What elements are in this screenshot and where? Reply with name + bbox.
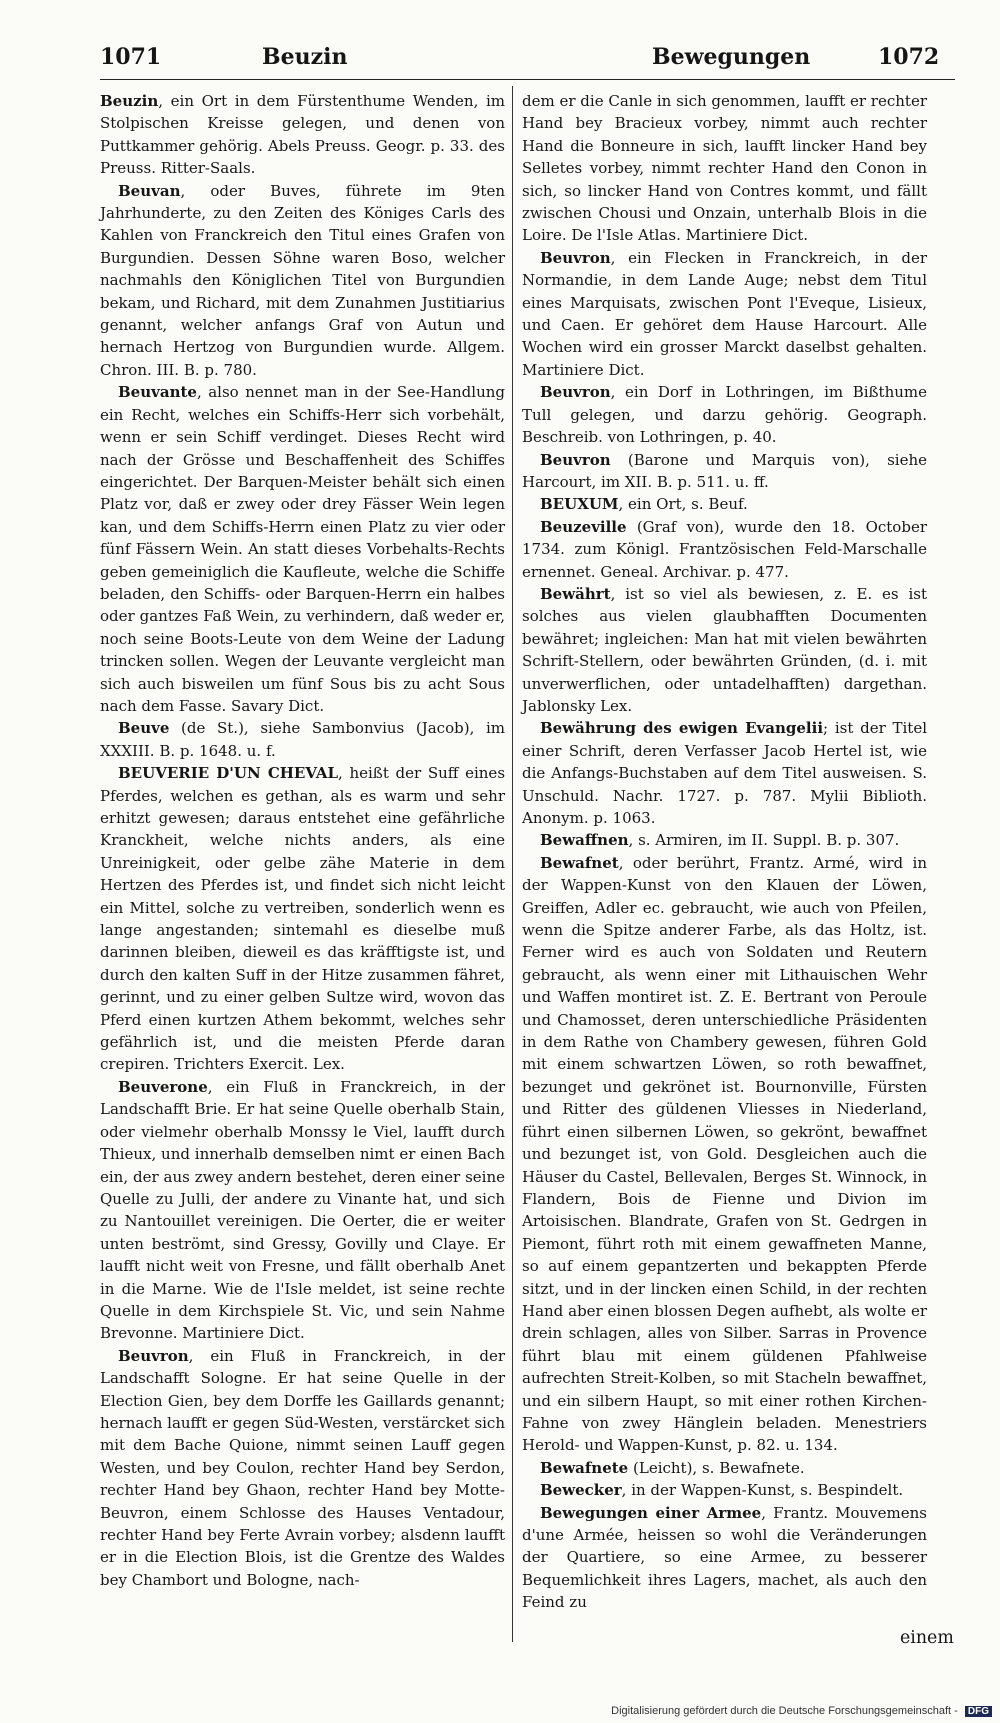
dictionary-entry: [522, 829, 927, 851]
entry-headword: Bewegungen einer Armee: [540, 1503, 762, 1522]
right-column: [522, 90, 927, 1614]
entry-text: dem er die Canle in sich genommen, laufft er rechter Hand bey Bracieux vorbey, nimmt auch rechter Hand die Bonneure in sich, laufft lincker Hand bey Selletes vorbey, nimmt rechter Hand den Conon in sich, so lincker Hand von Contres kommt, und fällt zwischen Chousi und Onzain, unterhalb Blois in die Loire. De l'Isle Atlas. Martiniere Dict.: [522, 92, 927, 245]
dictionary-entry: [100, 762, 505, 1076]
entry-headword: Bewährung des ewigen Evangelii: [540, 719, 824, 738]
entry-headword: Beuvron: [540, 248, 611, 267]
entry-headword: BEUXUM: [540, 495, 619, 514]
dictionary-entry: [100, 1345, 505, 1591]
entry-text: , s. Armiren, im II. Suppl. B. p. 307.: [628, 831, 900, 850]
dictionary-entry: [522, 247, 927, 381]
entry-headword: Bewafnete: [540, 1458, 629, 1477]
entry-headword: Bewaffnen: [540, 831, 629, 850]
entry-text: , ein Dorf in Lothringen, im Bißthume Tull gelegen, und darzu gehörig. Geograph. Beschreib. von Lothringen, p. 40.: [522, 383, 927, 447]
entry-headword: Beuvron: [118, 1346, 189, 1365]
dictionary-entry: [522, 1457, 927, 1479]
entry-text: , ein Ort, s. Beuf.: [618, 495, 748, 514]
dictionary-entry: [522, 852, 927, 1457]
entry-headword: Bewecker: [540, 1481, 622, 1500]
entry-text: , oder Buves, führete im 9ten Jahrhunderte, zu den Zeiten des Königes Carls des Kahlen von Franckreich den Titul eines Grafen von Burgundien. Dessen Söhne waren Boso, welcher nachmahls den Königlichen Titel von Burgundien bekam, und Richard, mit dem Zunahmen Justitiarius genannt, welcher anfangs Graf von Autun und hernach Hertzog von Burgundien wurde. Allgem. Chron. III. B. p. 780.: [100, 181, 505, 379]
entry-headword: Beuvron: [540, 383, 611, 402]
column-divider: [512, 86, 513, 1642]
entry-text: (Graf von), wurde den 18. October 1734. zum Königl. Frantzösischen Feld-Marschalle ernennet. Geneal. Archivar. p. 477.: [522, 517, 927, 581]
left-running-head: Beuzin: [262, 44, 348, 70]
dictionary-entry: [522, 1502, 927, 1614]
entry-headword: Beuve: [118, 719, 170, 738]
dictionary-entry: [522, 583, 927, 717]
dictionary-entry: [100, 90, 505, 180]
entry-text: (Leicht), s. Bewafnete.: [628, 1458, 805, 1477]
dictionary-entry: [522, 90, 927, 247]
entry-text: , heißt der Suff eines Pferdes, welchen es gethan, als es warm und sehr erhitzt gewesen; daraus entstehet eine gefährliche Kranckheit, welche nichts anders, als eine Unreinigkeit, oder gelbe zähe Materie in dem Hertzen des Pferdes ist, und findet sich nicht leicht ein Mittel, solche zu vertreiben, sonderlich wenn es lange angestanden; sintemahl es dieselbe muß darinnen bleiben, dieweil es das kräfftigste ist, und durch den kalten Suff in der Hitze zusammen fähret, gerinnt, und zu einer gelben Sultze wird, wovon das Pferd einen kurtzen Athem bekommt, welches sehr gefährlich ist, und die meisten Pferde daran crepiren. Trichters Exercit. Lex.: [100, 764, 506, 1074]
dfg-logo: DFG: [965, 1706, 992, 1717]
dictionary-entry: [522, 381, 927, 448]
entry-text: (Barone und Marquis von), siehe Harcourt, im XII. B. p. 511. u. ff.: [522, 450, 927, 491]
dictionary-entry: [100, 381, 505, 717]
left-column: [100, 90, 505, 1591]
entry-text: ; ist der Titel einer Schrift, deren Verfasser Jacob Hertel ist, wie die Anfangs-Buchstaben auf dem Titel ausweisen. S. Unschuld. Nachr. 1727. p. 787. Mylii Biblioth. Anonym. p. 1063.: [522, 719, 927, 827]
dictionary-entry: [100, 717, 505, 762]
entry-headword: Bewährt: [540, 584, 611, 603]
entry-text: , ein Ort in dem Fürstenthume Wenden, im Stolpischen Kreisse gelegen, und denen von Puttkammer gehörig. Abels Preuss. Geogr. p. 33. des Preuss. Ritter-Saals.: [100, 92, 505, 178]
entry-text: , also nennet man in der See-Handlung ein Recht, welches ein Schiffs-Herr sich vorbehält, wenn er sein Schiff verdinget. Dieses Recht wird nach der Grösse und Beschaffenheit des Schiffes eingerichtet. Der Barquen-Meister behält sich einen Platz vor, daß er zwey oder drey Fässer Wein legen kan, und dem Schiffs-Herrn einen Platz zu vier oder fünf Fässern Wein. An statt dieses Vorbehalts-Rechts geben gemeiniglich die Kaufleute, welche die Schiffe beladen, den Schiffs- oder Barquen-Herrn ein halbes oder gantzes Faß Wein, zu verhindern, daß weder er, noch seine Boots-Leute von dem Weine der Ladung trincken sollen. Wegen der Leuvante vergleicht man sich auch bisweilen um fünf Sous bis zu acht Sous nach dem Fasse. Savary Dict.: [100, 383, 505, 715]
footer-text: Digitalisierung gefördert durch die Deutsche Forschungsgemeinschaft -: [611, 1705, 958, 1717]
entry-headword: Beuvan: [118, 181, 181, 200]
entry-headword: BEUVERIE D'UN CHEVAL: [118, 764, 339, 783]
entry-headword: Beuzeville: [540, 517, 627, 536]
header-rule: [100, 79, 955, 80]
dictionary-entry: [522, 1479, 927, 1501]
entry-text: , in der Wappen-Kunst, s. Bespindelt.: [621, 1481, 904, 1500]
entry-headword: Bewafnet: [540, 853, 619, 872]
entry-headword: Beuzin: [100, 92, 159, 110]
entry-headword: Beuverone: [118, 1077, 208, 1096]
entry-text: , ist so viel als bewiesen, z. E. es ist solches aus vielen glaubhafften Documenten bewähret; ingleichen: Man hat mit vielen bewährten Schrift-Stellern, oder bewährten Gründen, (d. i. mit unverwerflichen, oder untadelhafften) dargethan. Jablonsky Lex.: [522, 584, 927, 715]
right-page-number: 1072: [878, 44, 940, 70]
entry-headword: Beuvron: [540, 450, 611, 469]
dictionary-entry: [522, 493, 927, 515]
dictionary-entry: [522, 717, 927, 829]
catchword: einem: [900, 1628, 954, 1648]
dictionary-entry: [522, 516, 927, 583]
entry-text: , ein Fluß in Franckreich, in der Landschafft Brie. Er hat seine Quelle oberhalb Stain, oder vielmehr oberhalb Monssy le Viel, laufft durch Thieux, und innerhalb demselben nimt er einen Bach ein, der aus zwey andern bestehet, deren einer seine Quelle zu Julli, der andere zu Vinante hat, und sich zu Nantouillet vereinigen. Die Oerter, die er weiter unten beströmt, sind Gressy, Govilly und Claye. Er laufft nicht weit von Fresne, und fällt oberhalb Anet in die Marne. Wie de l'Isle meldet, ist seine rechte Quelle in dem Kirchspiele St. Vic, und sein Nahme Brevonne. Martiniere Dict.: [100, 1077, 505, 1343]
right-running-head: Bewegungen: [652, 44, 811, 70]
entry-text: , oder berührt, Frantz. Armé, wird in der Wappen-Kunst von den Klauen der Löwen, Greiffen, Adler ec. gebraucht, wie auch von Pfeilen, wenn die Spitze anderer Farbe, als das Holtz, ist. Ferner wird es auch von Soldaten und Reutern gebraucht, als wenn einer mit Lithauischen Wehr und Waffen montiret ist. Z. E. Bertrant von Peroule und Chamosset, deren unterschiedliche Präsidenten in dem Rathe von Chambery gewesen, führen Gold mit einem schwartzen Löwen, so roth bewaffnet, bezunget und gekrönet ist. Bournonville, Fürsten und Ritter des güldenen Vliesses in Niederland, führt einen silbernen Löwen, so gekrönt, bewaffnet und bezunget ist, von Gold. Desgleichen auch die Häuser du Castel, Bellevalen, Berges St. Winnock, in Flandern, Bois de Fienne und Divion im Artoisischen. Blandrate, Grafen von St. Gedrgen in Piemont, führt roth mit einem gewaffneten Manne, so auf einem gepantzerten und bekappten Pferde sitzt, und in der lincken einen Schild, in der rechten Hand aber einen blossen Degen aufhebt, als wolte er drein schlagen, alles von Silber. Sarras in Provence führt blau mit einem güldenen Pfahlweise aufrechten Streit-Kolben, so mit Stacheln bewaffnet, und ein silbern Haupt, so mit einer rothen Kirchen-Fahne von zwey Hänglein beladen. Menestriers Herold- und Wappen-Kunst, p. 82. u. 134.: [522, 853, 927, 1455]
entry-text: (de St.), siehe Sambonvius (Jacob), im XXXIII. B. p. 1648. u. f.: [100, 719, 505, 760]
footer-credit: [611, 1705, 992, 1717]
dictionary-entry: [100, 180, 505, 382]
entry-headword: Beuvante: [118, 383, 197, 402]
entry-text: , Frantz. Mouvemens d'une Armée, heissen so wohl die Veränderungen der Quartiere, so eine Armee, zu besserer Bequemlichkeit ihres Lagers, machet, als auch den Feind zu: [522, 1503, 927, 1612]
entry-text: , ein Flecken in Franckreich, in der Normandie, in dem Lande Auge; nebst dem Titul eines Marquisats, zwischen Pont l'Eveque, Lisieux, und Caen. Er gehöret dem Hause Harcourt. Alle Wochen wird ein grosser Marckt daselbst gehalten. Martiniere Dict.: [522, 248, 927, 379]
dictionary-entry: [100, 1076, 505, 1345]
entry-text: , ein Fluß in Franckreich, in der Landschafft Sologne. Er hat seine Quelle in der Election Gien, bey dem Dorffe les Gaillards genannt; hernach laufft er gegen Süd-Westen, verstärcket sich mit dem Bache Quione, nimmt seinen Lauff gegen Westen, und bey Coulon, rechter Hand bey Serdon, rechter Hand bey Ghaon, rechter Hand bey Motte-Beuvron, einem Schlosse des Hauses Ventadour, rechter Hand bey Ferte Avrain vorbey; alsdenn laufft er in die Election Blois, ist die Grentze des Waldes bey Chambort und Bologne, nach-: [100, 1346, 505, 1589]
dictionary-entry: [522, 449, 927, 494]
left-page-number: 1071: [100, 44, 162, 70]
